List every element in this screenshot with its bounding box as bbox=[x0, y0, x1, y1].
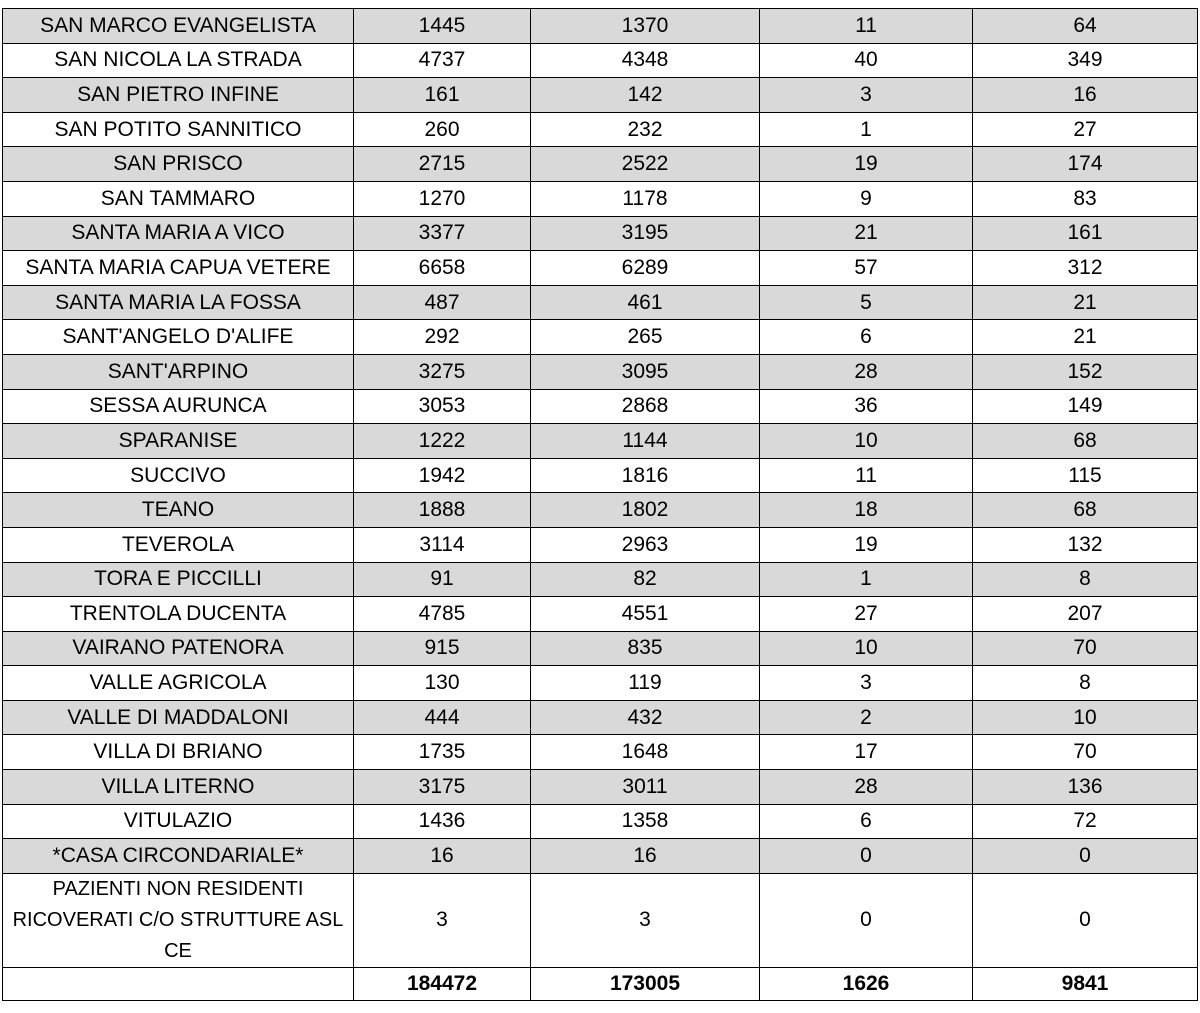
row-value-cell: 83 bbox=[973, 181, 1198, 216]
table-row bbox=[3, 527, 1198, 562]
row-value-cell: 3 bbox=[531, 873, 760, 967]
row-value-cell: 40 bbox=[760, 43, 973, 78]
row-value-cell: 1178 bbox=[531, 181, 760, 216]
row-value-cell: 1370 bbox=[531, 9, 760, 44]
row-name-cell: TEVEROLA bbox=[3, 527, 354, 562]
row-value-cell: 64 bbox=[973, 9, 1198, 44]
table-row bbox=[3, 112, 1198, 147]
row-value-cell: 3 bbox=[354, 873, 531, 967]
row-value-cell: 461 bbox=[531, 285, 760, 320]
row-value-cell: 11 bbox=[760, 458, 973, 493]
table-row bbox=[3, 216, 1198, 251]
row-value-cell: 232 bbox=[531, 112, 760, 147]
row-value-cell: 265 bbox=[531, 320, 760, 355]
row-name-cell: SANTA MARIA CAPUA VETERE bbox=[3, 251, 354, 286]
row-value-cell: 2715 bbox=[354, 147, 531, 182]
totals-label-cell bbox=[3, 967, 354, 1000]
row-value-cell: 0 bbox=[760, 873, 973, 967]
row-value-cell: 4348 bbox=[531, 43, 760, 78]
row-name-cell: PAZIENTI NON RESIDENTI RICOVERATI C/O STRUTTURE ASL CE bbox=[3, 873, 354, 967]
row-value-cell: 11 bbox=[760, 9, 973, 44]
row-value-cell: 10 bbox=[760, 424, 973, 459]
row-value-cell: 68 bbox=[973, 493, 1198, 528]
row-name-cell: VITULAZIO bbox=[3, 804, 354, 839]
row-value-cell: 27 bbox=[760, 597, 973, 632]
row-value-cell: 444 bbox=[354, 700, 531, 735]
row-value-cell: 1144 bbox=[531, 424, 760, 459]
row-value-cell: 28 bbox=[760, 770, 973, 805]
row-name-cell: VILLA LITERNO bbox=[3, 770, 354, 805]
row-value-cell: 3275 bbox=[354, 354, 531, 389]
row-value-cell: 130 bbox=[354, 666, 531, 701]
row-value-cell: 21 bbox=[760, 216, 973, 251]
row-name-cell: SPARANISE bbox=[3, 424, 354, 459]
row-value-cell: 1270 bbox=[354, 181, 531, 216]
table-row bbox=[3, 597, 1198, 632]
row-value-cell: 19 bbox=[760, 147, 973, 182]
table-row bbox=[3, 735, 1198, 770]
row-value-cell: 57 bbox=[760, 251, 973, 286]
row-value-cell: 3175 bbox=[354, 770, 531, 805]
row-value-cell: 72 bbox=[973, 804, 1198, 839]
table-row bbox=[3, 839, 1198, 874]
row-value-cell: 3011 bbox=[531, 770, 760, 805]
row-value-cell: 2868 bbox=[531, 389, 760, 424]
row-value-cell: 115 bbox=[973, 458, 1198, 493]
row-value-cell: 16 bbox=[973, 78, 1198, 113]
table-row bbox=[3, 804, 1198, 839]
row-value-cell: 21 bbox=[973, 320, 1198, 355]
table-row bbox=[3, 631, 1198, 666]
row-name-cell: SAN POTITO SANNITICO bbox=[3, 112, 354, 147]
row-name-cell: SAN TAMMARO bbox=[3, 181, 354, 216]
table-row bbox=[3, 285, 1198, 320]
table-row bbox=[3, 424, 1198, 459]
data-table bbox=[2, 8, 1198, 1001]
row-value-cell: 6 bbox=[760, 320, 973, 355]
row-value-cell: 17 bbox=[760, 735, 973, 770]
row-value-cell: 10 bbox=[973, 700, 1198, 735]
row-value-cell: 27 bbox=[973, 112, 1198, 147]
row-value-cell: 132 bbox=[973, 527, 1198, 562]
table-row-non-resident bbox=[3, 873, 1198, 967]
total-value-cell: 184472 bbox=[354, 967, 531, 1000]
row-value-cell: 0 bbox=[973, 839, 1198, 874]
row-value-cell: 3 bbox=[760, 78, 973, 113]
row-value-cell: 1648 bbox=[531, 735, 760, 770]
row-name-cell: SAN NICOLA LA STRADA bbox=[3, 43, 354, 78]
total-value-cell: 173005 bbox=[531, 967, 760, 1000]
row-value-cell: 1802 bbox=[531, 493, 760, 528]
row-value-cell: 18 bbox=[760, 493, 973, 528]
row-name-cell: SAN MARCO EVANGELISTA bbox=[3, 9, 354, 44]
row-value-cell: 9 bbox=[760, 181, 973, 216]
row-value-cell: 10 bbox=[760, 631, 973, 666]
row-value-cell: 161 bbox=[973, 216, 1198, 251]
row-value-cell: 28 bbox=[760, 354, 973, 389]
table-row bbox=[3, 770, 1198, 805]
row-value-cell: 70 bbox=[973, 735, 1198, 770]
row-value-cell: 16 bbox=[531, 839, 760, 874]
row-value-cell: 16 bbox=[354, 839, 531, 874]
row-value-cell: 91 bbox=[354, 562, 531, 597]
table-row bbox=[3, 700, 1198, 735]
row-value-cell: 1222 bbox=[354, 424, 531, 459]
row-name-cell: SESSA AURUNCA bbox=[3, 389, 354, 424]
table-row bbox=[3, 666, 1198, 701]
row-value-cell: 5 bbox=[760, 285, 973, 320]
row-name-cell: TORA E PICCILLI bbox=[3, 562, 354, 597]
row-name-cell: TEANO bbox=[3, 493, 354, 528]
row-value-cell: 36 bbox=[760, 389, 973, 424]
row-value-cell: 915 bbox=[354, 631, 531, 666]
row-value-cell: 3195 bbox=[531, 216, 760, 251]
row-value-cell: 2 bbox=[760, 700, 973, 735]
row-value-cell: 260 bbox=[354, 112, 531, 147]
row-name-cell: VAIRANO PATENORA bbox=[3, 631, 354, 666]
row-value-cell: 19 bbox=[760, 527, 973, 562]
row-name-cell: VALLE AGRICOLA bbox=[3, 666, 354, 701]
table-row bbox=[3, 493, 1198, 528]
table-row bbox=[3, 9, 1198, 44]
row-value-cell: 2522 bbox=[531, 147, 760, 182]
row-value-cell: 82 bbox=[531, 562, 760, 597]
row-value-cell: 4785 bbox=[354, 597, 531, 632]
table-row bbox=[3, 320, 1198, 355]
row-value-cell: 1942 bbox=[354, 458, 531, 493]
row-value-cell: 3114 bbox=[354, 527, 531, 562]
table-row bbox=[3, 78, 1198, 113]
row-value-cell: 161 bbox=[354, 78, 531, 113]
row-value-cell: 432 bbox=[531, 700, 760, 735]
row-value-cell: 70 bbox=[973, 631, 1198, 666]
row-value-cell: 119 bbox=[531, 666, 760, 701]
total-value-cell: 1626 bbox=[760, 967, 973, 1000]
table-row bbox=[3, 43, 1198, 78]
row-value-cell: 152 bbox=[973, 354, 1198, 389]
row-value-cell: 835 bbox=[531, 631, 760, 666]
row-name-cell: *CASA CIRCONDARIALE* bbox=[3, 839, 354, 874]
row-value-cell: 68 bbox=[973, 424, 1198, 459]
row-name-cell: SANT'ARPINO bbox=[3, 354, 354, 389]
table-row-totals bbox=[3, 967, 1198, 1000]
table-row bbox=[3, 562, 1198, 597]
table-row bbox=[3, 251, 1198, 286]
row-value-cell: 1445 bbox=[354, 9, 531, 44]
row-value-cell: 174 bbox=[973, 147, 1198, 182]
row-value-cell: 1888 bbox=[354, 493, 531, 528]
row-value-cell: 1 bbox=[760, 562, 973, 597]
row-value-cell: 487 bbox=[354, 285, 531, 320]
row-value-cell: 3377 bbox=[354, 216, 531, 251]
row-name-cell: SANT'ANGELO D'ALIFE bbox=[3, 320, 354, 355]
row-value-cell: 3095 bbox=[531, 354, 760, 389]
row-value-cell: 3 bbox=[760, 666, 973, 701]
row-value-cell: 8 bbox=[973, 562, 1198, 597]
row-value-cell: 21 bbox=[973, 285, 1198, 320]
row-value-cell: 1816 bbox=[531, 458, 760, 493]
row-value-cell: 1358 bbox=[531, 804, 760, 839]
row-value-cell: 207 bbox=[973, 597, 1198, 632]
row-value-cell: 292 bbox=[354, 320, 531, 355]
table-body bbox=[3, 9, 1198, 1001]
row-value-cell: 1436 bbox=[354, 804, 531, 839]
row-name-cell: VILLA DI BRIANO bbox=[3, 735, 354, 770]
row-value-cell: 136 bbox=[973, 770, 1198, 805]
table-row bbox=[3, 181, 1198, 216]
row-value-cell: 0 bbox=[760, 839, 973, 874]
row-value-cell: 1735 bbox=[354, 735, 531, 770]
row-name-cell: SAN PRISCO bbox=[3, 147, 354, 182]
row-value-cell: 312 bbox=[973, 251, 1198, 286]
row-value-cell: 0 bbox=[973, 873, 1198, 967]
row-name-cell: SANTA MARIA LA FOSSA bbox=[3, 285, 354, 320]
row-name-cell: SUCCIVO bbox=[3, 458, 354, 493]
row-name-cell: TRENTOLA DUCENTA bbox=[3, 597, 354, 632]
row-value-cell: 142 bbox=[531, 78, 760, 113]
row-value-cell: 349 bbox=[973, 43, 1198, 78]
row-value-cell: 149 bbox=[973, 389, 1198, 424]
row-name-cell: SANTA MARIA A VICO bbox=[3, 216, 354, 251]
row-value-cell: 1 bbox=[760, 112, 973, 147]
row-value-cell: 8 bbox=[973, 666, 1198, 701]
row-value-cell: 6658 bbox=[354, 251, 531, 286]
row-value-cell: 6 bbox=[760, 804, 973, 839]
row-name-cell: SAN PIETRO INFINE bbox=[3, 78, 354, 113]
row-value-cell: 6289 bbox=[531, 251, 760, 286]
row-value-cell: 3053 bbox=[354, 389, 531, 424]
row-name-cell: VALLE DI MADDALONI bbox=[3, 700, 354, 735]
row-value-cell: 4737 bbox=[354, 43, 531, 78]
row-value-cell: 4551 bbox=[531, 597, 760, 632]
table-row bbox=[3, 458, 1198, 493]
table-row bbox=[3, 147, 1198, 182]
row-value-cell: 2963 bbox=[531, 527, 760, 562]
table-row bbox=[3, 354, 1198, 389]
table-row bbox=[3, 389, 1198, 424]
total-value-cell: 9841 bbox=[973, 967, 1198, 1000]
